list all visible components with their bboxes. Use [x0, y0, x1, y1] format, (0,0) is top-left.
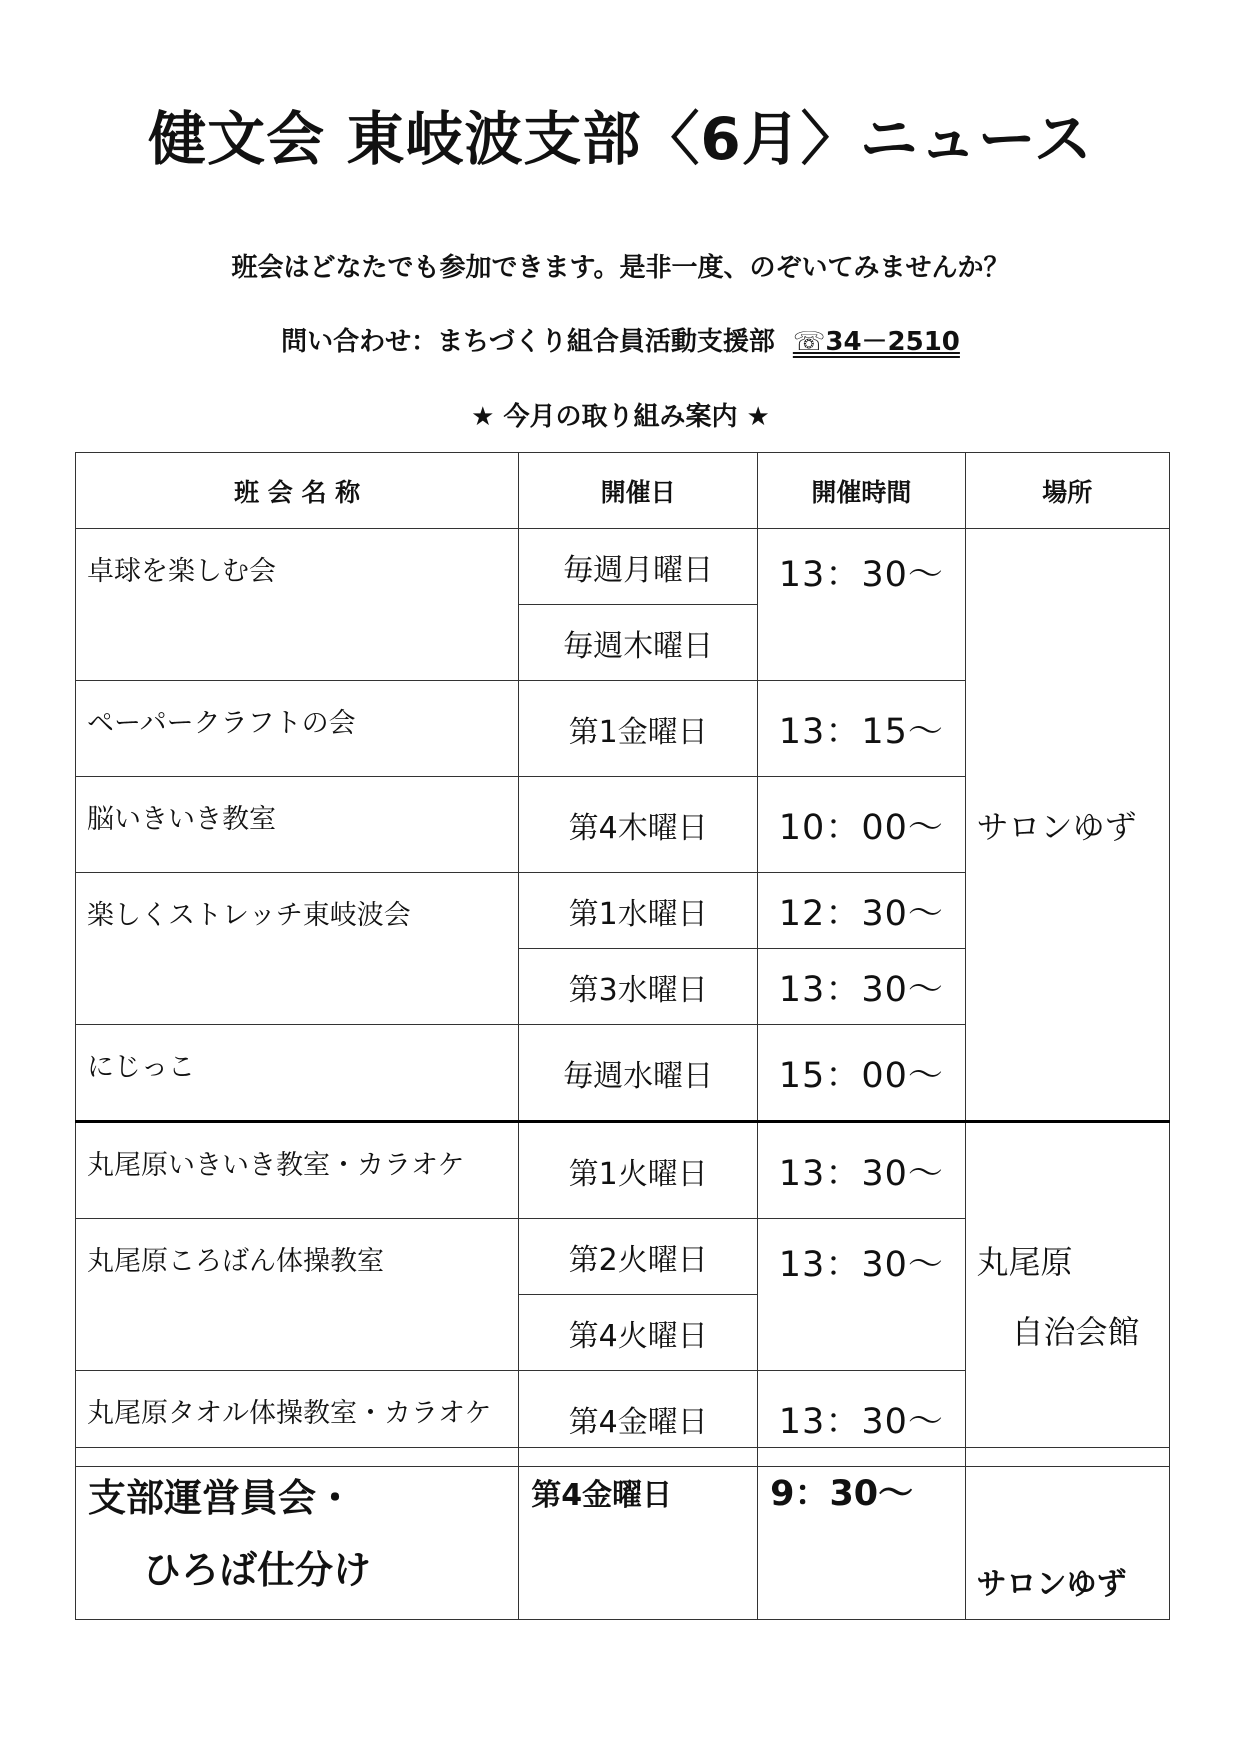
meeting-day: 第4木曜日 — [519, 777, 758, 873]
meeting-time: 13：15～ — [758, 681, 965, 777]
meeting-time: 13：30～ — [758, 1122, 965, 1219]
column-header-name: 班 会 名 称 — [76, 453, 519, 529]
meeting-time: 9：30～ — [758, 1448, 965, 1620]
meeting-name — [76, 1448, 519, 1620]
meeting-name-line-1: 支部運営員会・ — [88, 1476, 355, 1520]
contact-phone: ☏34－2510 — [792, 327, 960, 357]
meeting-day: 第1水曜日 — [519, 873, 758, 949]
meeting-day: 第3水曜日 — [519, 949, 758, 1025]
meeting-time: 13：30～ — [758, 529, 965, 681]
column-header-time: 開催時間 — [758, 453, 965, 529]
group-name: 丸尾原タオル体操教室・カラオケ — [76, 1371, 519, 1467]
meeting-day: 毎週木曜日 — [519, 605, 758, 681]
meeting-time: 13：30～ — [758, 1371, 965, 1467]
intro-text: 班会はどなたでも参加できます。是非一度、のぞいてみませんか？ — [231, 253, 1010, 283]
table-header-row — [76, 453, 1170, 529]
meeting-day: 第4金曜日 — [519, 1448, 758, 1620]
group-name: にじっこ — [76, 1025, 519, 1122]
group-name: 丸尾原ころばん体操教室 — [76, 1219, 519, 1371]
group-name: 楽しくストレッチ東岐波会 — [76, 873, 519, 1025]
column-header-place: 場所 — [965, 453, 1169, 529]
meeting-day: 第1金曜日 — [519, 681, 758, 777]
table-row — [76, 1122, 1170, 1219]
meeting-day: 第4金曜日 — [519, 1371, 758, 1467]
group-name: ペーパークラフトの会 — [76, 681, 519, 777]
section-heading: ★ 今月の取り組み案内 ★ — [471, 402, 770, 432]
table-row — [76, 1448, 1170, 1620]
meeting-day: 毎週水曜日 — [519, 1025, 758, 1122]
venue-line-1: 丸尾原 — [976, 1242, 1073, 1281]
meeting-time: 15：00～ — [758, 1025, 965, 1122]
meeting-day: 第4火曜日 — [519, 1295, 758, 1371]
contact-label: 問い合わせ：まちづくり組合員活動支援部 — [281, 327, 775, 357]
venue: サロンゆず — [965, 529, 1169, 1122]
venue — [965, 1122, 1169, 1467]
column-header-day: 開催日 — [519, 453, 758, 529]
group-name: 脳いきいき教室 — [76, 777, 519, 873]
meeting-day: 毎週月曜日 — [519, 529, 758, 605]
meeting-time: 10：00～ — [758, 777, 965, 873]
meeting-day: 第1火曜日 — [519, 1122, 758, 1219]
meeting-time: 13：30～ — [758, 1219, 965, 1371]
page-title: 健文会 東岐波支部〈6月〉ニュース — [148, 105, 1093, 173]
schedule-table — [75, 452, 1170, 1467]
venue: サロンゆず — [965, 1448, 1169, 1620]
table-row — [76, 529, 1170, 605]
meeting-time: 12：30～ — [758, 873, 965, 949]
venue-line-2: 自治会館 — [1011, 1312, 1140, 1351]
group-name: 卓球を楽しむ会 — [76, 529, 519, 681]
meeting-day: 第2火曜日 — [519, 1219, 758, 1295]
meeting-time: 13：30～ — [758, 949, 965, 1025]
branch-meeting-table — [75, 1447, 1170, 1620]
contact-line — [0, 321, 1241, 358]
meeting-name-line-2: ひろば仕分け — [143, 1548, 372, 1592]
group-name: 丸尾原いきいき教室・カラオケ — [76, 1122, 519, 1219]
